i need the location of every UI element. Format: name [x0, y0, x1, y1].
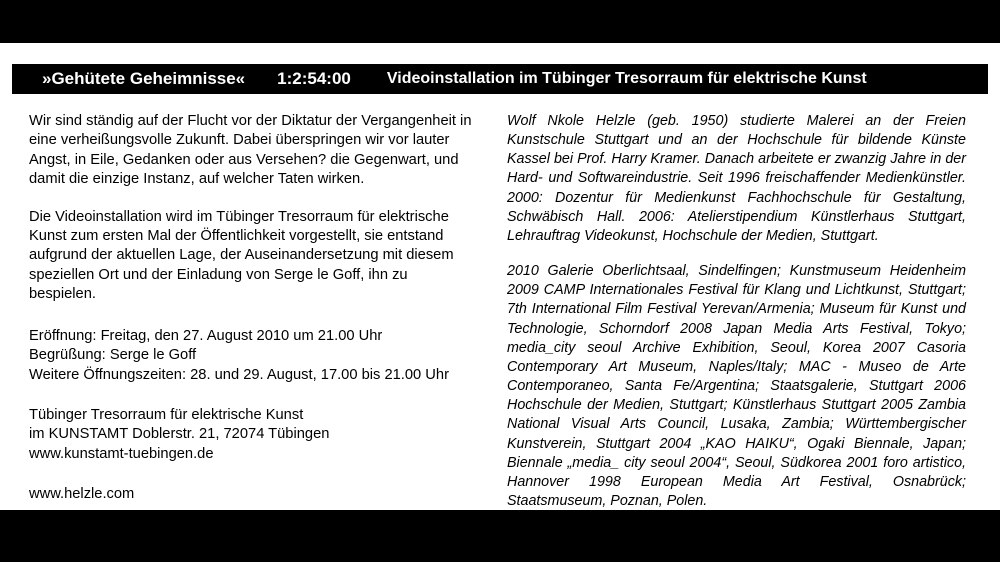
venue-website-link[interactable]: www.kunstamt-tuebingen.de — [29, 446, 214, 463]
opening-hours-line: Weitere Öffnungszeiten: 28. und 29. August, 17.00 bis 21.00 Uhr — [29, 367, 449, 384]
artist-biography: Wolf Nkole Helzle (geb. 1950) studierte Malerei an der Freien Kunstschule Stuttgart und an der Hochschule für bildende Künste Kassel bei Prof. Harry Kramer. Danach arbeitete er zwanzig Jahre in der Hard- und Softwareindustrie. Seit 1996 freischaffender Medienkünstler. 2000: Dozentur für Medienkunst Fachhochschule für Gestaltung, Schwäbisch Hall. 2006: Atelierstipendium Künstlerhaus Stuttgart, Lehrauftrag Videokunst, Hochschule der Medien, Stuttgart. — [507, 113, 966, 244]
installation-paragraph: Die Videoinstallation wird im Tübinger Tresorraum für elektrische Kunst zum ersten Mal der Öffentlichkeit vorgestellt, sie entstand aufgrund der aktuellen Lage, der Auseinandersetzung mit diesem speziellen Ort und der Einladung von Serge le Goff, ihn zu bespielen. — [29, 208, 454, 303]
right-column — [499, 94, 988, 510]
document-header — [12, 64, 988, 94]
timecode: 1:2:54:00 — [277, 69, 351, 88]
header-subtitle: Videoinstallation im Tübinger Tresorraum für elektrische Kunst — [386, 70, 867, 87]
exhibition-list: 2010 Galerie Oberlichtsaal, Sindelfingen; Kunstmuseum Heidenheim 2009 CAMP Internationales Festival für Klang und Lichtkunst, Stuttgart; 7th International Film Festival Yerevan/Armenia; Museum für Kunst und Technologie, Schorndorf 2008 Japan Media Arts Festival, Tokyo; media_city seoul Archive Exhibition, Seoul, Korea 2007 Casoria Contemporary Art Museum, Naples/Italy; MAC - Museo de Arte Contemporaneo, Santa Fe/Argentina; Staatsgalerie, Stuttgart 2006 Hochschule der Medien, Stuttgart; Künstlerhaus Stuttgart 2005 Zambia National Visual Arts Council, Lusaka, Zambia; Württembergischer Kunstverein, Stuttgart 2004 „KAO HAIKU“, Ogaki Biennale, Japan; Biennale „media_ city seoul 2004“, Seoul, Südkorea 2001 foro artistico, Hannover 1998 European Media Art Festival, Osnabrück; Staatsmuseum, Poznan, Polen. — [507, 263, 966, 509]
top-black-bar — [0, 0, 1000, 43]
left-column — [12, 94, 499, 510]
opening-date-line: Eröffnung: Freitag, den 27. August 2010 um 21.00 Uhr — [29, 327, 383, 344]
venue-name-line: Tübinger Tresorraum für elektrische Kunst — [29, 406, 304, 423]
artist-website-link[interactable]: www.helzle.com — [29, 485, 135, 502]
greeting-line: Begrüßung: Serge le Goff — [29, 347, 197, 364]
spacer — [29, 465, 477, 485]
intro-paragraph: Wir sind ständig auf der Flucht vor der Diktatur der Vergangenheit in eine verheißungsvolle Zukunft. Dabei überspringen wir vor lauter Angst, in Eile, Gedanken oder aus Versehen? die Gegenwart, und damit die einzige Instanz, auf welcher Taten wirken. — [29, 113, 472, 188]
page-title: »Gehütete Geheimnisse« — [42, 69, 246, 88]
venue-address-line: im KUNSTAMT Doblerstr. 21, 72074 Tübingen — [29, 426, 330, 443]
bottom-black-bar — [0, 510, 1000, 562]
spacer — [29, 386, 477, 406]
document-body — [12, 94, 988, 510]
